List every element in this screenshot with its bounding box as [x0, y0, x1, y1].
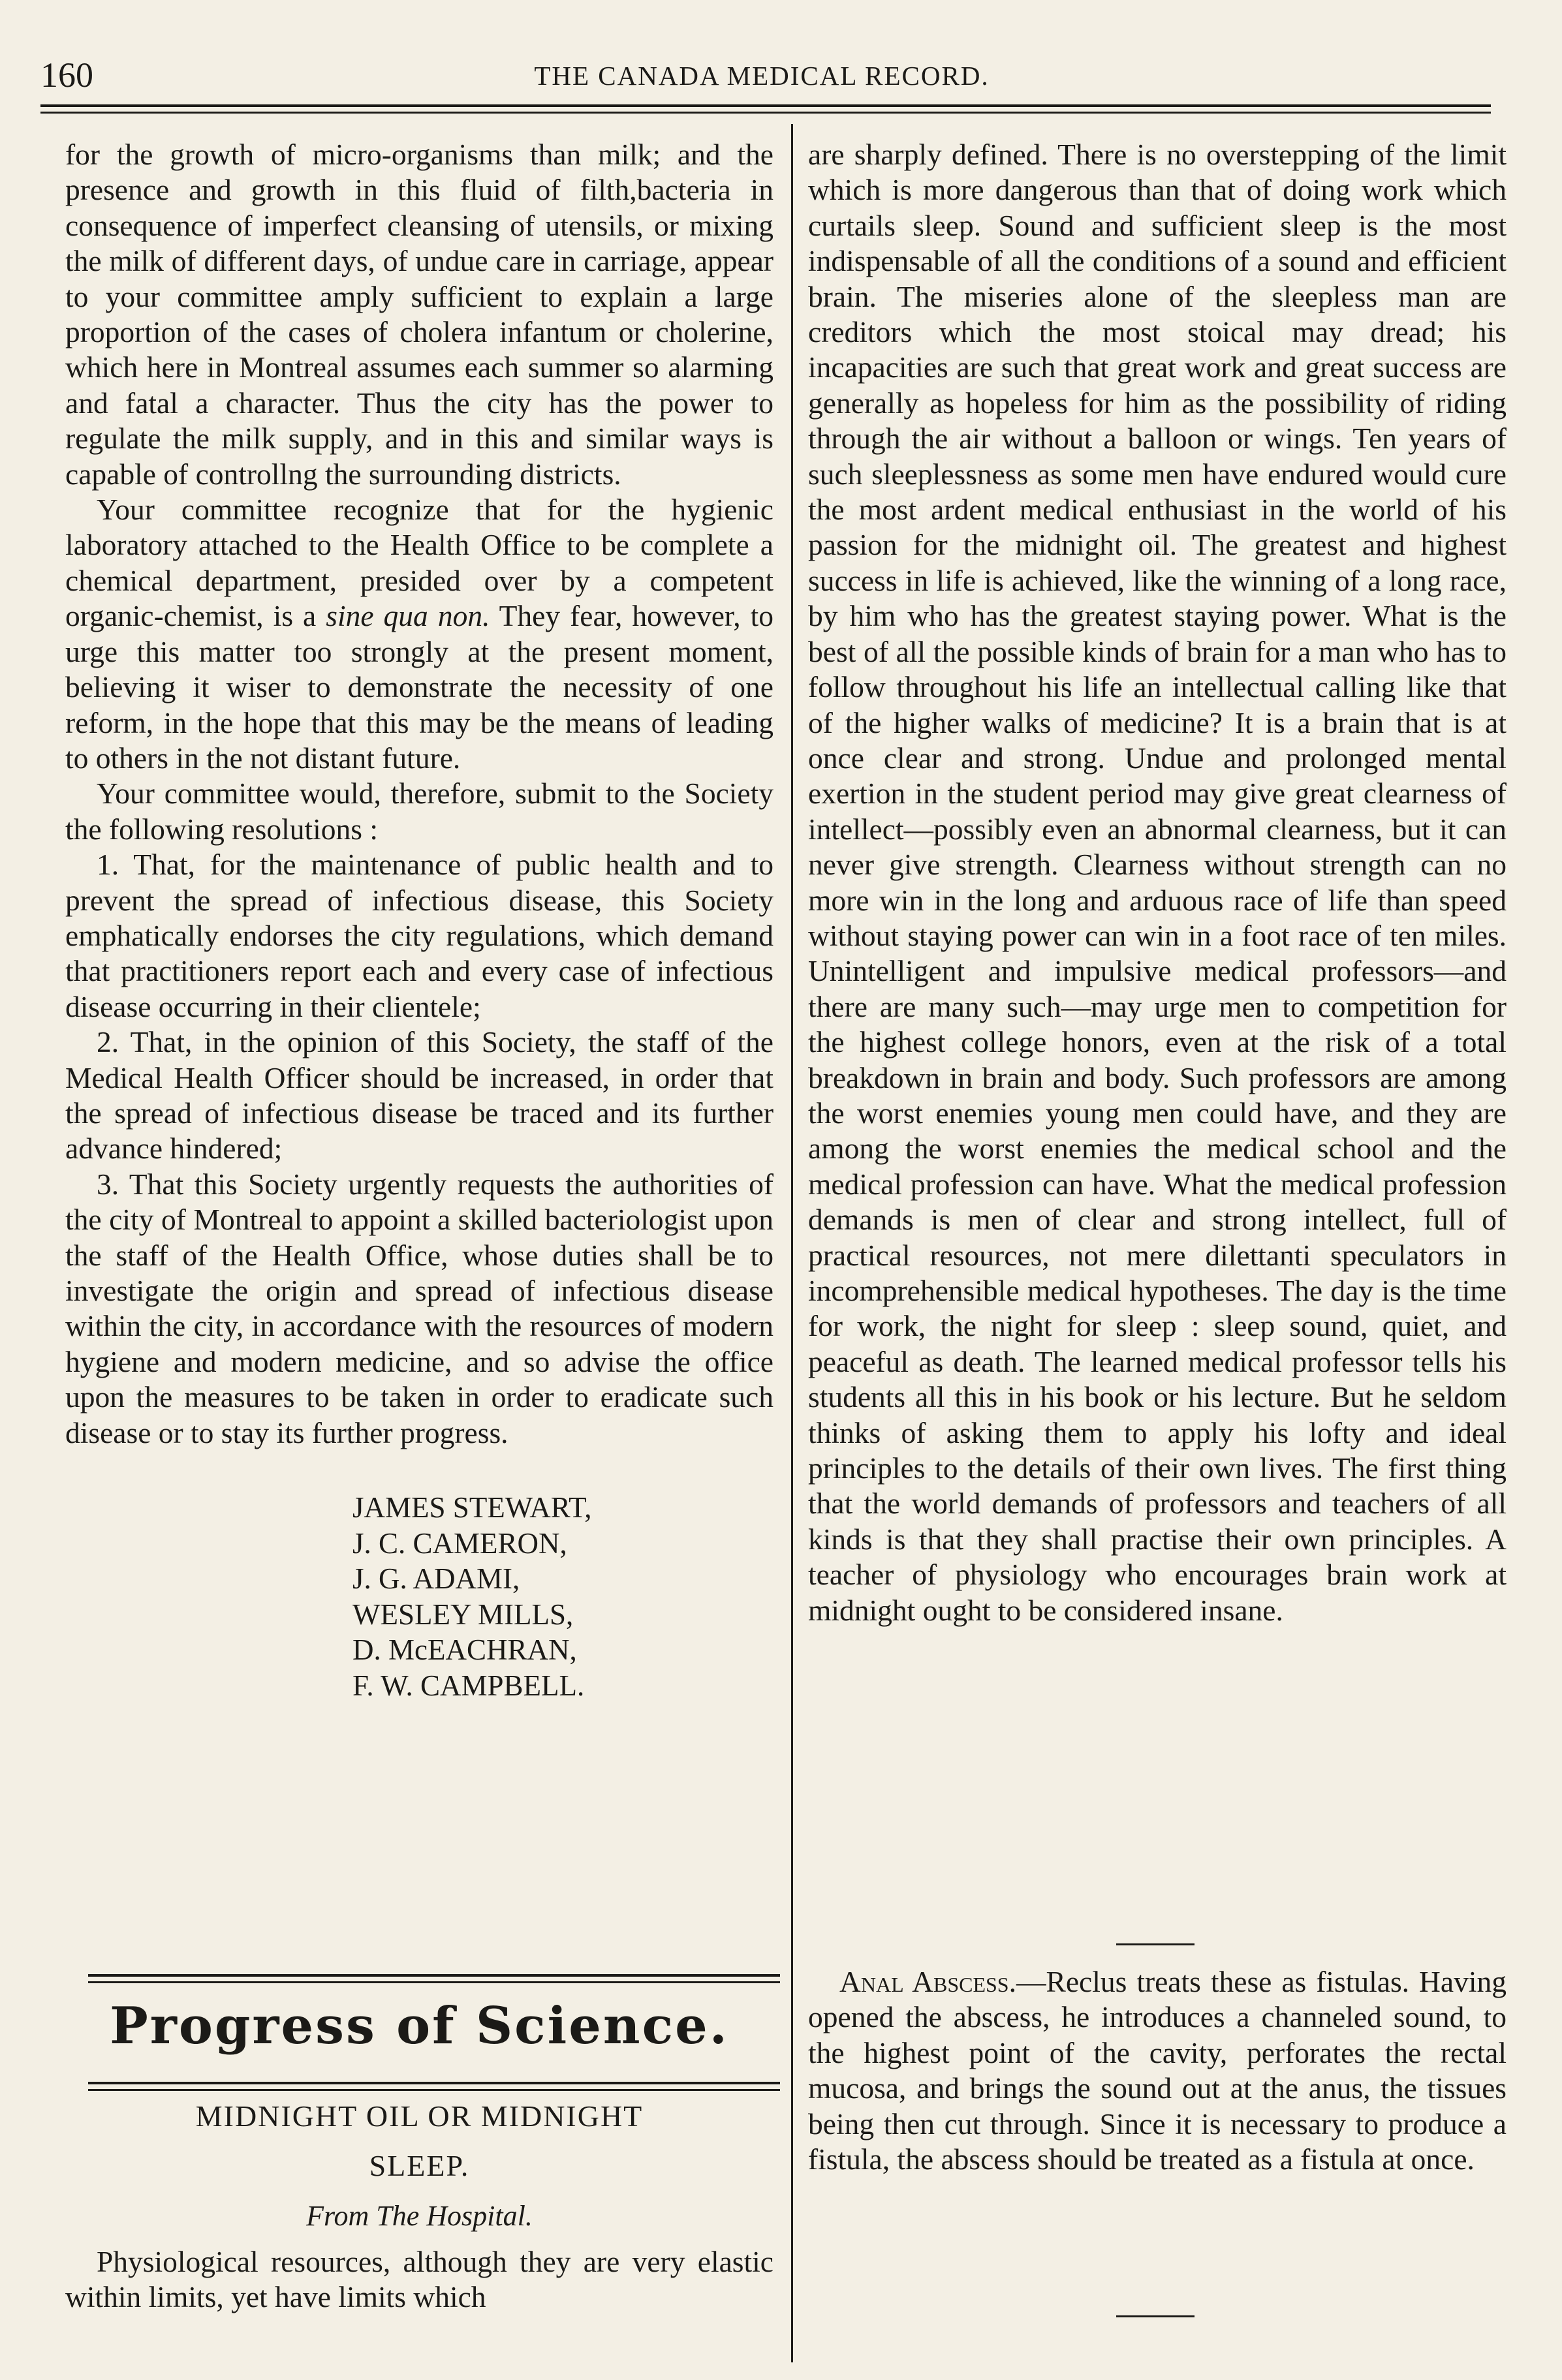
left-paragraph-3: Your committee would, therefore, submit to the Society the following resolutions : — [65, 777, 773, 846]
left-paragraph-1: for the growth of micro-organisms than milk; and the presence and growth in this fluid of filth,bacteria in consequence of imperfect cleansing of utensils, or mixing the milk of different days, of undue care in carriage, appear to your committee amply sufficient to explain a large proportion of the cases of cholera infantum or cholerine, which here in Montreal assumes each summer so alarming and fatal a character. Thus the city has the power to regulate the milk supply, and in this and similar ways is capable of controllng the surrounding districts. — [65, 138, 773, 491]
signature-line: J. C. CAMERON, — [352, 1526, 567, 1560]
article-header — [65, 2085, 773, 2315]
anal-abscess-paragraph — [808, 1964, 1507, 2177]
article-opening: Physiological resources, although they are very elastic within limits, yet have limits which — [65, 2245, 773, 2314]
page-header — [40, 54, 1483, 99]
end-rule — [1116, 2315, 1195, 2317]
article-source: From The Hospital. — [306, 2200, 533, 2232]
signature-line: D. McEACHRAN, — [352, 1633, 577, 1667]
signature-line: JAMES STEWART, — [352, 1491, 592, 1524]
left-paragraph-2-start: Your committee recognize that for the hygienic laboratory attached to the Health Office to be complete a chemical department, presided over by a competent organic-chemist, is a — [65, 493, 773, 633]
page-number: 160 — [40, 55, 93, 95]
header-rule — [40, 104, 1491, 114]
resolution-1: 1. That, for the maintenance of public health and to prevent the spread of infectious disease, this Society emphatically endorses the city regulations, which demand that practitioners report each and every case of infectious disease occurring in their clientele; — [65, 848, 773, 1023]
running-head: THE CANADA MEDICAL RECORD. — [534, 61, 990, 91]
signature-line: J. G. ADAMI, — [352, 1562, 520, 1596]
resolution-3: 3. That this Society urgently requests the authorities of the city of Montreal to appoint a skilled bacteriologist upon the staff of the Health Office, whose duties shall be to investigate the origin and spread of infectious disease within the city, in accordance with the resources of modern hygiene and modern medicine, and so advise the office upon the measures to be taken in order to eradicate such disease or to stay its further progress. — [65, 1167, 773, 1449]
separator-rule — [1116, 1943, 1195, 1945]
anal-abscess-text: —Reclus treats these as fistulas. Having opened the abscess, he introduces a channeled sound, to the highest point of the cavity, perforates the rectal mucosa, and brings the sound out at the anus, the tissues being then cut through. Since it is necessary to produce a fistula, the abscess should be treated as a fistula at once. — [808, 1965, 1507, 2176]
left-paragraph-2-rest: They fear, however, to urge this matter too strongly at the present moment, believing it wiser to demonstrate the necessity of one reform, in the hope that this may be the means of leading to others in the not distant future. — [65, 599, 774, 775]
article-title-line-2: SLEEP. — [369, 2149, 470, 2182]
latin-phrase: sine qua non. — [326, 599, 490, 633]
right-paragraph-1: are sharply defined. There is no overstepping of the limit which is more dangerous than that of doing work which curtails sleep. Sound and sufficient sleep is the most indispensable of all the conditions of a sound and efficient brain. The miseries alone of the sleepless man are creditors which the most stoical may dread; his incapacities are such that great work and great success are generally as hopeless for him as the possibility of riding through the air without a balloon or wings. Ten years of such sleeplessness as some men have endured would cure the most ardent medical enthusiast in the world of his passion for the midnight oil. The greatest and highest success in life is achieved, like the winning of a long race, by him who has the greatest staying power. What is the best of all the possible kinds of brain for a man who has to follow throughout his life an intellectual calling like that of the higher walks of medicine? It is a brain that is at once clear and strong. Undue and prolonged mental exertion in the student period may give great clearness of intellect—possibly even an abnormal clearness, but it can never give strength. Clearness without strength can no more win in the long and arduous race of life than speed without staying power can win in a foot race of ten miles. Unintelligent and impulsive medical professors—and there are many such—may urge men to competition for the highest college honors, even at the risk of a total breakdown in brain and body. Such professors are among the worst enemies young men could have, and they are among the worst enemies the medical school and the medical profession can have. What the medical profession demands is men of clear and strong intellect, full of practical resources, not mere dilettanti speculators in incomprehensible medical hypotheses. The day is the time for work, the night for sleep : sleep sound, quiet, and peaceful as death. The learned medical professor tells his students all this in his book or his lecture. But he seldom thinks of asking them to apply his lofty and ideal principles to the details of their own lives. The first thing that the world demands of professors and teachers of all kinds is that they shall practise their own principles. A teacher of physiology who encourages brain work at midnight ought to be considered insane. — [808, 138, 1507, 1627]
signature-line: WESLEY MILLS, — [352, 1598, 574, 1631]
article-title-line-1: MIDNIGHT OIL OR MIDNIGHT — [195, 2099, 644, 2133]
left-column — [65, 137, 773, 1703]
right-column — [808, 137, 1507, 1628]
section-block — [65, 1987, 773, 2065]
section-title: Progress of Science. — [110, 1996, 729, 2056]
signature-block — [352, 1490, 773, 1703]
resolution-2: 2. That, in the opinion of this Society, the staff of the Medical Health Officer should be increased, in order that the spread of infectious disease be traced and its further advance hindered; — [65, 1025, 773, 1166]
column-divider — [791, 124, 793, 2362]
left-paragraph-2 — [65, 492, 773, 776]
anal-abscess-heading: Anal Abscess. — [839, 1965, 1016, 1998]
section-rule-top — [88, 1974, 780, 1983]
signature-line: F. W. CAMPBELL. — [352, 1669, 585, 1702]
anal-abscess-item — [808, 1964, 1507, 2177]
